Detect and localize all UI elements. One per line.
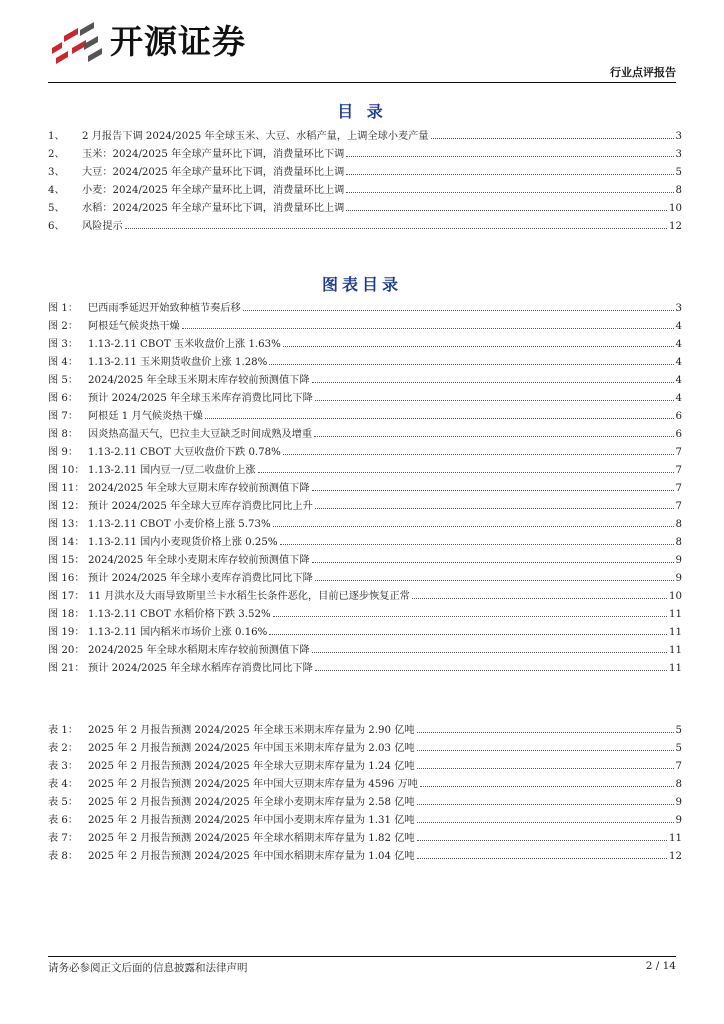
table-entry-number: 表 4：: [48, 779, 79, 790]
toc-entry-page: 5: [675, 167, 682, 178]
toc-entry-number: 5、: [48, 203, 65, 214]
table-entry[interactable]: [48, 829, 682, 847]
figure-entry[interactable]: [48, 515, 682, 533]
figure-entry-label: 预计 2024/2025 年全球小麦库存消费比同比下降: [88, 573, 313, 584]
table-entry-number: 表 5：: [48, 797, 79, 808]
figure-entry[interactable]: [48, 551, 682, 569]
toc-entry-number: 1、: [48, 131, 65, 142]
dot-leader: [243, 310, 674, 311]
brand-name: 开源证券: [110, 22, 246, 61]
figure-entry[interactable]: [48, 461, 682, 479]
figure-entry-number: 图 14：: [48, 537, 85, 548]
figure-entry-label: 阿根廷 1 月气候炎热干燥: [88, 411, 203, 422]
dot-leader: [258, 472, 674, 473]
figure-entry-label: 1.13-2.11 CBOT 小麦价格上涨 5.73%: [88, 519, 271, 530]
table-entry-number: 表 8：: [48, 851, 79, 862]
figure-entry-page: 11: [669, 609, 682, 620]
dot-leader: [280, 544, 674, 545]
dot-leader: [417, 768, 674, 769]
table-entry[interactable]: [48, 847, 682, 865]
figure-entry-page: 8: [675, 537, 682, 548]
figure-entry[interactable]: [48, 569, 682, 587]
table-entry-label: 2025 年 2 月报告预测 2024/2025 年中国水稻期末库存量为 1.04 亿吨: [88, 851, 415, 862]
dot-leader: [269, 634, 667, 635]
figure-entry-page: 11: [669, 645, 682, 656]
figure-entry[interactable]: [48, 425, 682, 443]
toc-title: 目 录: [337, 102, 387, 121]
figure-entry-page: 4: [675, 339, 682, 350]
figure-list: [48, 299, 682, 677]
table-entry-label: 2025 年 2 月报告预测 2024/2025 年中国大豆期末库存量为 4596 万吨: [88, 779, 418, 790]
brand-logo: [48, 18, 288, 68]
toc-entry[interactable]: [48, 145, 682, 163]
table-entry-page: 8: [675, 779, 682, 790]
figure-entry-label: 1.13-2.11 CBOT 玉米收盘价上涨 1.63%: [88, 339, 281, 350]
dot-leader: [417, 840, 667, 841]
dot-leader: [417, 858, 667, 859]
table-entry-number: 表 3：: [48, 761, 79, 772]
figure-entry-page: 11: [669, 627, 682, 638]
dot-leader: [346, 210, 667, 211]
figures-title: 图表目录: [321, 275, 402, 294]
table-entry-page: 9: [675, 815, 682, 826]
toc-entry-page: 12: [669, 221, 682, 232]
table-entry-number: 表 2：: [48, 743, 79, 754]
table-entry-label: 2025 年 2 月报告预测 2024/2025 年全球水稻期末库存量为 1.82 亿吨: [88, 833, 415, 844]
figure-entry[interactable]: [48, 335, 682, 353]
table-list: [48, 721, 682, 865]
dot-leader: [417, 750, 674, 751]
figure-entry[interactable]: [48, 587, 682, 605]
figure-entry-number: 图 16：: [48, 573, 85, 584]
figure-entry-number: 图 15：: [48, 555, 85, 566]
figure-entry[interactable]: [48, 353, 682, 371]
figure-entry-number: 图 13：: [48, 519, 85, 530]
figure-entry-page: 4: [675, 321, 682, 332]
table-entry-page: 5: [675, 725, 682, 736]
table-entry[interactable]: [48, 793, 682, 811]
figure-entry[interactable]: [48, 623, 682, 641]
table-entry-number: 表 1：: [48, 725, 79, 736]
figure-entry-label: 预计 2024/2025 年全球玉米库存消费比同比下降: [88, 393, 313, 404]
figure-entry-page: 7: [675, 447, 682, 458]
toc-entry[interactable]: [48, 181, 682, 199]
dot-leader: [273, 526, 674, 527]
table-entry-page: 12: [669, 851, 682, 862]
dot-leader: [269, 364, 673, 365]
report-type-label: 行业点评报告: [610, 66, 676, 79]
footer-disclaimer: 请务必参阅正文后面的信息披露和法律声明: [48, 962, 248, 974]
figure-entry-page: 9: [675, 555, 682, 566]
table-entry[interactable]: [48, 811, 682, 829]
toc-entry-label: 大豆：2024/2025 年全球产量环比下调，消费量环比上调: [82, 167, 345, 178]
figure-entry[interactable]: [48, 443, 682, 461]
figure-entry-label: 预计 2024/2025 年全球水稻库存消费比同比下降: [88, 663, 313, 674]
dot-leader: [417, 822, 674, 823]
dot-leader: [283, 346, 674, 347]
brand-logo-mark-icon: [48, 18, 104, 68]
table-entry[interactable]: [48, 739, 682, 757]
figure-entry[interactable]: [48, 389, 682, 407]
header-divider: [48, 82, 676, 83]
figure-entry-page: 6: [675, 411, 682, 422]
dot-leader: [312, 382, 674, 383]
figure-entry-page: 7: [675, 483, 682, 494]
figure-entry-page: 7: [675, 501, 682, 512]
figure-entry[interactable]: [48, 533, 682, 551]
toc-entry-label: 水稻：2024/2025 年全球产量环比下调，消费量环比上调: [82, 203, 345, 214]
figure-entry-page: 6: [675, 429, 682, 440]
figure-entry-label: 阿根廷气候炎热干燥: [88, 321, 180, 332]
toc-entry-number: 2、: [48, 149, 65, 160]
dot-leader: [417, 804, 674, 805]
figure-entry[interactable]: [48, 605, 682, 623]
dot-leader: [273, 616, 667, 617]
figure-entry[interactable]: [48, 407, 682, 425]
figure-entry-number: 图 19：: [48, 627, 85, 638]
table-entry-page: 5: [675, 743, 682, 754]
figure-entry-number: 图 9：: [48, 447, 79, 458]
dot-leader: [431, 138, 674, 139]
figure-entry-page: 4: [675, 357, 682, 368]
toc-entry-number: 3、: [48, 167, 65, 178]
table-entry-page: 11: [669, 833, 682, 844]
toc-entry-label: 小麦：2024/2025 年全球产量环比上调，消费量环比上调: [82, 185, 345, 196]
dot-leader: [346, 174, 673, 175]
dot-leader: [205, 418, 674, 419]
toc-entry-page: 3: [675, 131, 682, 142]
figure-entry[interactable]: [48, 371, 682, 389]
figure-entry-label: 因炎热高温天气，巴拉圭大豆缺乏时间成熟及增重: [88, 429, 313, 440]
figure-entry-number: 图 5：: [48, 375, 79, 386]
toc-entry-number: 6、: [48, 221, 65, 232]
table-entry[interactable]: [48, 757, 682, 775]
dot-leader: [312, 490, 674, 491]
figure-entry-page: 7: [675, 465, 682, 476]
toc-entry[interactable]: [48, 199, 682, 217]
toc-entry-page: 8: [675, 185, 682, 196]
table-entry[interactable]: [48, 721, 682, 739]
page-indicator: 2 / 14: [645, 960, 676, 972]
figure-entry-page: 8: [675, 519, 682, 530]
dot-leader: [346, 156, 673, 157]
dot-leader: [312, 652, 668, 653]
figure-entry-number: 图 4：: [48, 357, 79, 368]
table-entry-label: 2025 年 2 月报告预测 2024/2025 年全球小麦期末库存量为 2.58 亿吨: [88, 797, 415, 808]
dot-leader: [315, 580, 674, 581]
dot-leader: [417, 732, 674, 733]
dot-leader: [315, 400, 674, 401]
figure-entry-number: 图 17：: [48, 591, 85, 602]
toc-entry-label: 风险提示: [82, 221, 123, 232]
figure-entry-number: 图 11：: [48, 483, 85, 494]
toc-entry-number: 4、: [48, 185, 65, 196]
dot-leader: [346, 192, 673, 193]
figure-entry-number: 图 20：: [48, 645, 85, 656]
figure-entry-label: 1.13-2.11 玉米期货收盘价上涨 1.28%: [88, 357, 268, 368]
figure-entry-label: 1.13-2.11 国内小麦现货价格上涨 0.25%: [88, 537, 278, 548]
dot-leader: [125, 228, 667, 229]
table-entry[interactable]: [48, 775, 682, 793]
toc-entry-label: 2 月报告下调 2024/2025 年全球玉米、大豆、水稻产量，上调全球小麦产量: [82, 131, 429, 142]
figure-entry-number: 图 12：: [48, 501, 85, 512]
figure-entry-page: 3: [675, 303, 682, 314]
figure-entry-label: 2024/2025 年全球大豆期末库存较前预测值下降: [88, 483, 310, 494]
figure-entry[interactable]: [48, 659, 682, 677]
figure-entry-page: 4: [675, 393, 682, 404]
table-entry-number: 表 6：: [48, 815, 79, 826]
figure-entry-label: 1.13-2.11 CBOT 大豆收盘价下跌 0.78%: [88, 447, 281, 458]
figure-entry-number: 图 18：: [48, 609, 85, 620]
figure-entry-label: 1.13-2.11 国内豆一/豆二收盘价上涨: [88, 465, 256, 476]
figure-entry[interactable]: [48, 299, 682, 317]
figure-entry-page: 9: [675, 573, 682, 584]
figure-entry-page: 10: [669, 591, 682, 602]
figure-entry-label: 2024/2025 年全球水稻期末库存较前预测值下降: [88, 645, 310, 656]
table-entry-label: 2025 年 2 月报告预测 2024/2025 年全球玉米期末库存量为 2.90 亿吨: [88, 725, 415, 736]
dot-leader: [315, 670, 667, 671]
toc-entry[interactable]: [48, 217, 682, 235]
table-entry-page: 7: [675, 761, 682, 772]
figure-entry-label: 1.13-2.11 国内稻米市场价上涨 0.16%: [88, 627, 268, 638]
figure-entry[interactable]: [48, 641, 682, 659]
figure-entry-number: 图 10：: [48, 465, 85, 476]
figure-entry-label: 11 月洪水及大雨导致斯里兰卡水稻生长条件恶化，目前已逐步恢复正常: [88, 591, 410, 602]
dot-leader: [312, 562, 674, 563]
dot-leader: [315, 508, 674, 509]
dot-leader: [420, 786, 674, 787]
dot-leader: [182, 328, 674, 329]
dot-leader: [412, 598, 667, 599]
figure-entry-label: 2024/2025 年全球小麦期末库存较前预测值下降: [88, 555, 310, 566]
dot-leader: [283, 454, 674, 455]
toc-entry[interactable]: [48, 163, 682, 181]
figure-entry-number: 图 2：: [48, 321, 79, 332]
figure-entry-number: 图 8：: [48, 429, 79, 440]
figure-entry-label: 巴西雨季延迟开始致种植节奏后移: [88, 303, 241, 314]
figure-entry[interactable]: [48, 317, 682, 335]
toc-list: [48, 127, 682, 235]
toc-entry-page: 3: [675, 149, 682, 160]
toc-entry[interactable]: [48, 127, 682, 145]
figure-entry[interactable]: [48, 497, 682, 515]
figure-entry-number: 图 1：: [48, 303, 79, 314]
figure-entry-number: 图 3：: [48, 339, 79, 350]
footer-divider: [48, 956, 676, 957]
table-entry-label: 2025 年 2 月报告预测 2024/2025 年中国小麦期末库存量为 1.31 亿吨: [88, 815, 415, 826]
figure-entry-page: 4: [675, 375, 682, 386]
figure-entry-page: 11: [669, 663, 682, 674]
figure-entry-label: 1.13-2.11 CBOT 水稻价格下跌 3.52%: [88, 609, 271, 620]
toc-entry-label: 玉米：2024/2025 年全球产量环比下调，消费量环比下调: [82, 149, 345, 160]
figure-entry[interactable]: [48, 479, 682, 497]
figure-entry-label: 2024/2025 年全球玉米期末库存较前预测值下降: [88, 375, 310, 386]
table-entry-label: 2025 年 2 月报告预测 2024/2025 年中国玉米期末库存量为 2.03 亿吨: [88, 743, 415, 754]
toc-entry-page: 10: [669, 203, 682, 214]
table-entry-label: 2025 年 2 月报告预测 2024/2025 年全球大豆期末库存量为 1.24 亿吨: [88, 761, 415, 772]
figure-entry-label: 预计 2024/2025 年全球大豆库存消费比同比上升: [88, 501, 313, 512]
figure-entry-number: 图 7：: [48, 411, 79, 422]
table-entry-page: 9: [675, 797, 682, 808]
figure-entry-number: 图 6：: [48, 393, 79, 404]
table-entry-number: 表 7：: [48, 833, 79, 844]
dot-leader: [314, 436, 673, 437]
figure-entry-number: 图 21：: [48, 663, 85, 674]
